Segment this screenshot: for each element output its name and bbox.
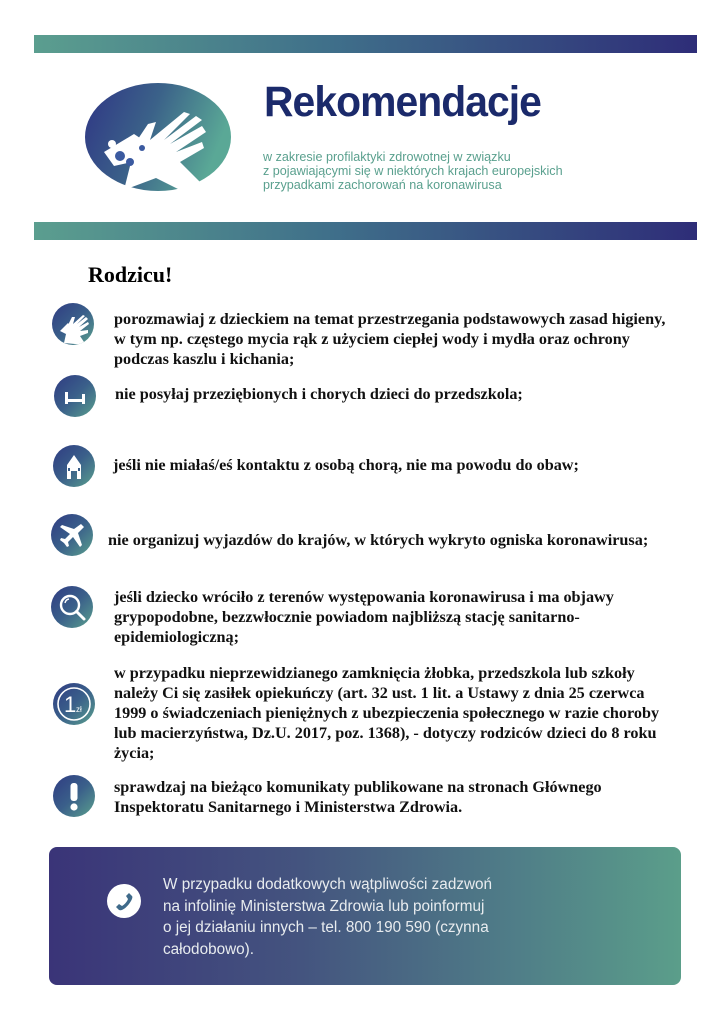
house-icon (53, 445, 95, 487)
hotline-info-box (49, 847, 681, 985)
text-line: na infolinię Ministerstwa Zdrowia lub poinformuj (163, 897, 485, 915)
subtitle-line: przypadkami zachorowań na koronawirusa (263, 178, 502, 192)
coin-digit: 1 (64, 692, 77, 717)
recommendation-text (114, 309, 665, 369)
text-line: sprawdzaj na bieżąco komunikaty publikowane na stronach Głównego (114, 778, 602, 796)
hotline-text (163, 874, 492, 960)
text-line: całodobowo). (163, 940, 254, 958)
text-line: lub macierzyństwa, Dz.U. 2017, poz. 1368), - dotyczy rodziców dzieci do 8 roku (114, 724, 657, 742)
hand-washing-icon (52, 303, 94, 345)
coin-icon (53, 683, 95, 725)
exclamation-icon (53, 775, 95, 817)
text-line: porozmawiaj z dzieckiem na temat przestrzegania podstawowych zasad higieny, (114, 310, 666, 328)
text-line: o jej działaniu innych – tel. 800 190 590 (czynna (163, 919, 489, 936)
text-line: w przypadku nieprzewidzianego zamknięcia żłobka, przedszkola lub szkoły (114, 664, 635, 682)
page-title: Rekomendacje (264, 78, 541, 126)
text-line: życia; (114, 744, 155, 762)
recommendation-text (113, 455, 579, 475)
page-subtitle (263, 150, 563, 192)
text-line: 1999 o świadczeniach pieniężnych z ubezpieczenia społecznego w razie choroby (114, 704, 660, 722)
recommendation-text (108, 530, 648, 550)
phone-icon (107, 884, 141, 918)
recommendation-text (114, 777, 602, 817)
coin-currency: zł (76, 705, 82, 714)
airplane-icon (51, 514, 93, 556)
text-line: epidemiologiczną; (114, 628, 239, 646)
text-line: nie posyłaj przeziębionych i chorych dzieci do przedszkola; (115, 385, 523, 403)
recommendation-text (114, 663, 659, 763)
text-line: grypopodobne, bezzwłocznie powiadom najbliższą stację sanitarno- (114, 608, 580, 626)
bed-icon (54, 375, 96, 417)
subtitle-line: w zakresie profilaktyki zdrowotnej w związku (263, 150, 511, 164)
greeting-heading: Rodzicu! (88, 262, 173, 287)
text-line: nie organizuj wyjazdów do krajów, w których wykryto ogniska koronawirusa; (108, 531, 649, 549)
text-line: jeśli nie miałaś/eś kontaktu z osobą chorą, nie ma powodu do obaw; (113, 456, 579, 474)
text-line: Inspektoratu Sanitarnego i Ministerstwa Zdrowia. (114, 798, 463, 816)
header-bottom-bar (34, 222, 697, 240)
text-line: jeśli dziecko wróciło z terenów występowania koronawirusa i ma objawy (114, 588, 614, 606)
recommendation-text (115, 384, 523, 404)
text-line: podczas kaszlu i kichania; (114, 350, 295, 368)
hand-washing-logo-icon (84, 82, 234, 192)
text-line: należy Ci się zasiłek opiekuńczy (art. 32 ust. 1 lit. a Ustawy z dnia 25 czerwca (114, 684, 645, 702)
header-top-bar (34, 35, 697, 53)
magnifier-icon (51, 586, 93, 628)
text-line: W przypadku dodatkowych wątpliwości zadzwoń (163, 876, 493, 893)
recommendation-text (114, 587, 614, 647)
text-line: w tym np. częstego mycia rąk z użyciem ciepłej wody i mydła oraz ochrony (114, 330, 630, 348)
subtitle-line: z pojawiającymi się w niektórych krajach europejskich (263, 164, 563, 178)
